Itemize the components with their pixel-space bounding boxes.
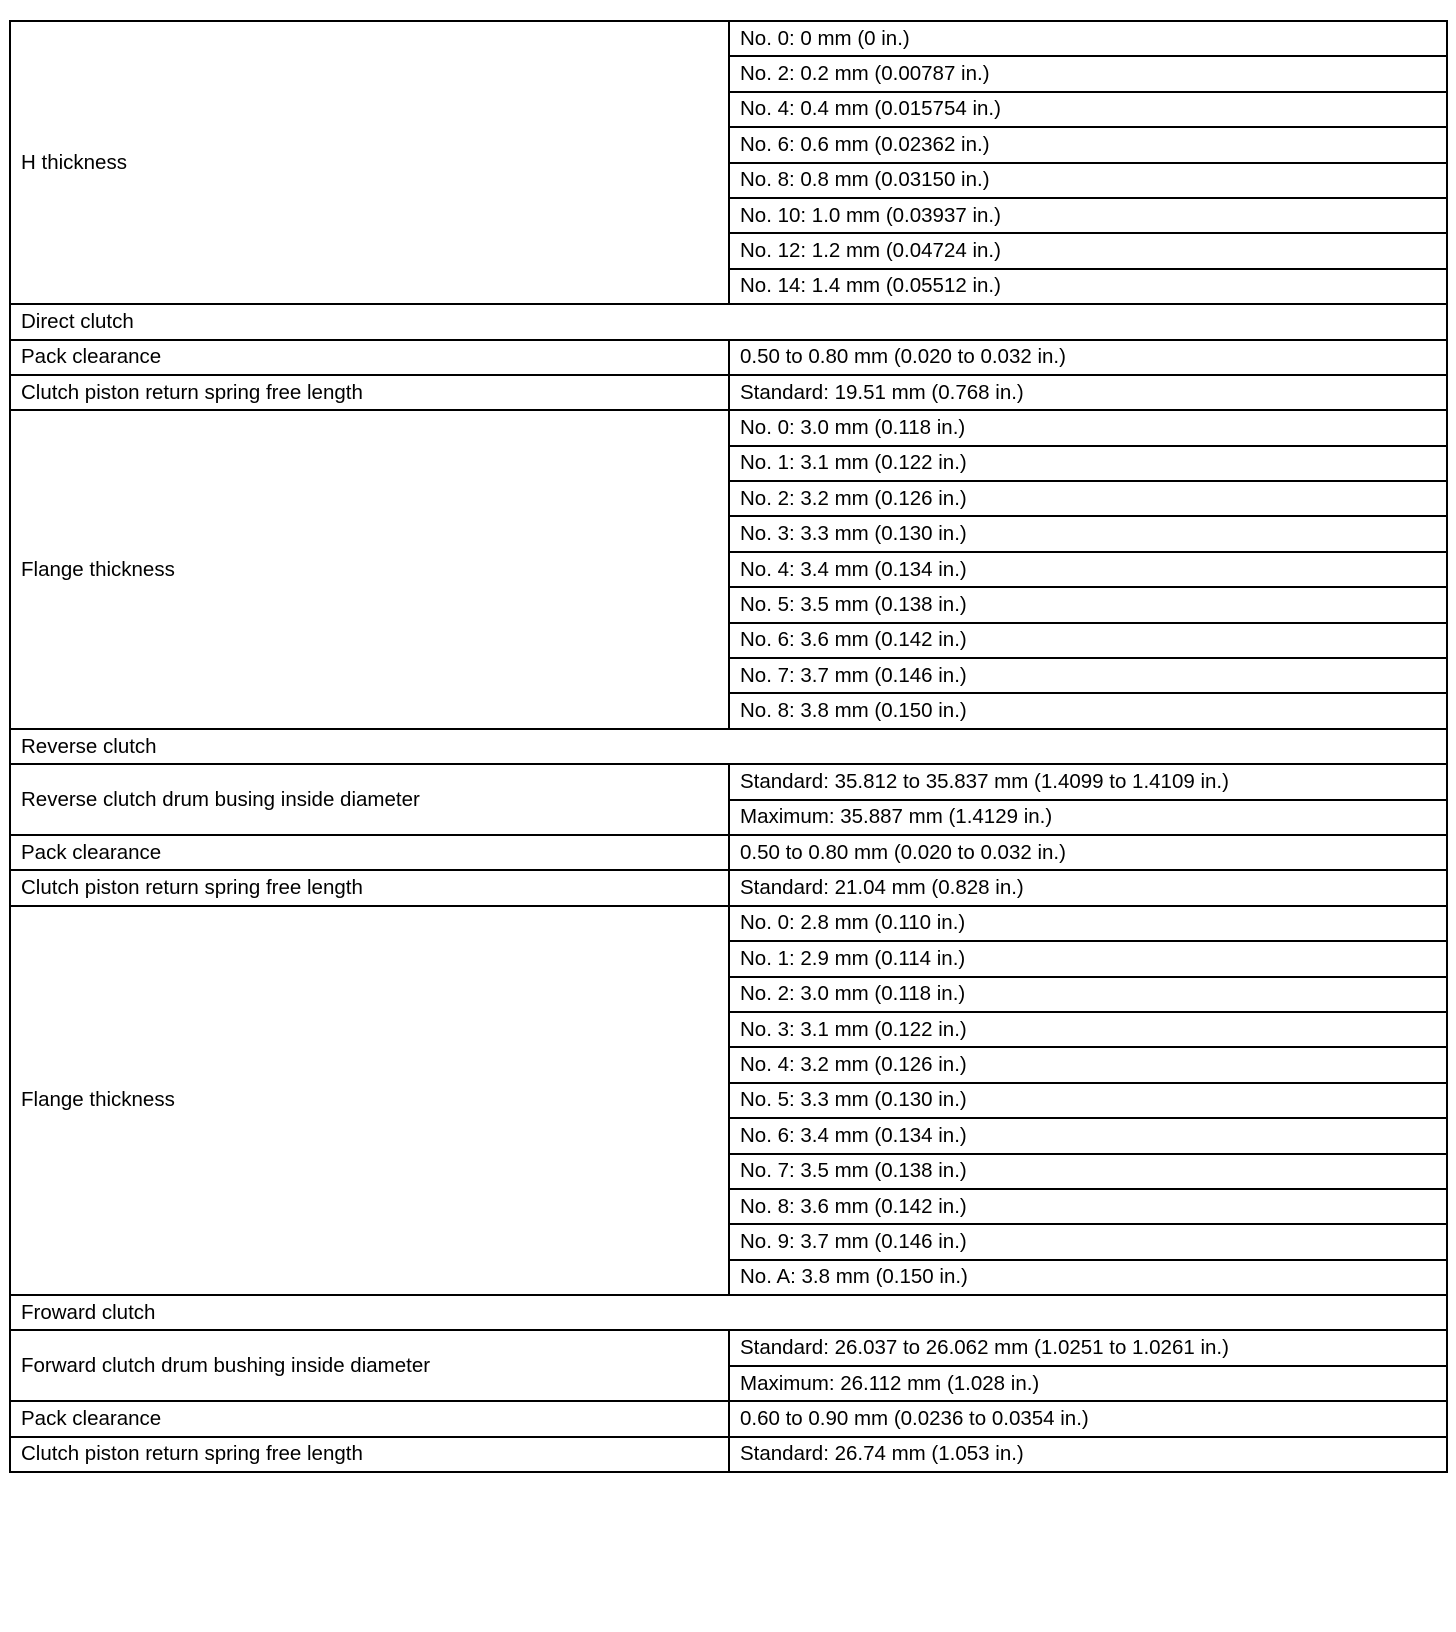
spec-value-cell: Maximum: 35.887 mm (1.4129 in.): [729, 800, 1447, 835]
spec-value-cell: No. 1: 3.1 mm (0.122 in.): [729, 446, 1447, 481]
spec-value-cell: 0.60 to 0.90 mm (0.0236 to 0.0354 in.): [729, 1401, 1447, 1436]
spec-value-cell: No. 4: 3.4 mm (0.134 in.): [729, 552, 1447, 587]
spec-value-cell: No. 9: 3.7 mm (0.146 in.): [729, 1224, 1447, 1259]
spec-value-cell: 0.50 to 0.80 mm (0.020 to 0.032 in.): [729, 835, 1447, 870]
spec-value-cell: Standard: 35.812 to 35.837 mm (1.4099 to 1.4109 in.): [729, 764, 1447, 799]
section-heading: Reverse clutch: [10, 729, 1447, 764]
spec-value-cell: Standard: 26.74 mm (1.053 in.): [729, 1437, 1447, 1472]
spec-value-cell: No. 7: 3.7 mm (0.146 in.): [729, 658, 1447, 693]
section-row: [10, 729, 1447, 764]
spec-label-cell: H thickness: [10, 21, 729, 304]
spec-label-cell: Reverse clutch drum busing inside diameter: [10, 764, 729, 835]
spec-value-cell: No. 7: 3.5 mm (0.138 in.): [729, 1154, 1447, 1189]
spec-label-cell: Clutch piston return spring free length: [10, 375, 729, 410]
section-row: [10, 1295, 1447, 1330]
table-row: [10, 1437, 1447, 1472]
spec-value-cell: No. 0: 0 mm (0 in.): [729, 21, 1447, 56]
spec-label-cell: Flange thickness: [10, 410, 729, 729]
spec-table: [9, 20, 1448, 1473]
spec-value-cell: No. 0: 3.0 mm (0.118 in.): [729, 410, 1447, 445]
spec-value-cell: No. 0: 2.8 mm (0.110 in.): [729, 906, 1447, 941]
spec-value-cell: Maximum: 26.112 mm (1.028 in.): [729, 1366, 1447, 1401]
section-row: [10, 304, 1447, 339]
spec-label-cell: Clutch piston return spring free length: [10, 1437, 729, 1472]
spec-value-cell: No. 6: 3.6 mm (0.142 in.): [729, 623, 1447, 658]
spec-value-cell: No. 4: 3.2 mm (0.126 in.): [729, 1047, 1447, 1082]
spec-table-body: [10, 21, 1447, 1472]
table-row: [10, 410, 1447, 445]
spec-value-cell: No. 3: 3.3 mm (0.130 in.): [729, 516, 1447, 551]
spec-value-cell: No. 6: 3.4 mm (0.134 in.): [729, 1118, 1447, 1153]
spec-value-cell: No. 10: 1.0 mm (0.03937 in.): [729, 198, 1447, 233]
table-row: [10, 835, 1447, 870]
spec-value-cell: No. 8: 0.8 mm (0.03150 in.): [729, 163, 1447, 198]
spec-value-cell: No. A: 3.8 mm (0.150 in.): [729, 1260, 1447, 1295]
spec-value-cell: No. 8: 3.8 mm (0.150 in.): [729, 693, 1447, 728]
spec-label-cell: Forward clutch drum bushing inside diameter: [10, 1330, 729, 1401]
section-heading: Froward clutch: [10, 1295, 1447, 1330]
table-row: [10, 340, 1447, 375]
spec-value-cell: No. 1: 2.9 mm (0.114 in.): [729, 941, 1447, 976]
table-row: [10, 764, 1447, 799]
spec-label-cell: Pack clearance: [10, 1401, 729, 1436]
table-row: [10, 870, 1447, 905]
spec-value-cell: No. 3: 3.1 mm (0.122 in.): [729, 1012, 1447, 1047]
table-row: [10, 1330, 1447, 1365]
spec-value-cell: No. 2: 3.2 mm (0.126 in.): [729, 481, 1447, 516]
spec-label-cell: Flange thickness: [10, 906, 729, 1295]
spec-value-cell: No. 4: 0.4 mm (0.015754 in.): [729, 92, 1447, 127]
spec-value-cell: No. 5: 3.5 mm (0.138 in.): [729, 587, 1447, 622]
spec-value-cell: No. 8: 3.6 mm (0.142 in.): [729, 1189, 1447, 1224]
spec-value-cell: No. 12: 1.2 mm (0.04724 in.): [729, 233, 1447, 268]
spec-value-cell: Standard: 26.037 to 26.062 mm (1.0251 to 1.0261 in.): [729, 1330, 1447, 1365]
spec-value-cell: Standard: 19.51 mm (0.768 in.): [729, 375, 1447, 410]
spec-value-cell: No. 5: 3.3 mm (0.130 in.): [729, 1083, 1447, 1118]
table-row: [10, 21, 1447, 56]
section-heading: Direct clutch: [10, 304, 1447, 339]
spec-value-cell: Standard: 21.04 mm (0.828 in.): [729, 870, 1447, 905]
spec-value-cell: No. 14: 1.4 mm (0.05512 in.): [729, 269, 1447, 304]
table-row: [10, 375, 1447, 410]
table-row: [10, 906, 1447, 941]
spec-value-cell: 0.50 to 0.80 mm (0.020 to 0.032 in.): [729, 340, 1447, 375]
spec-value-cell: No. 2: 0.2 mm (0.00787 in.): [729, 56, 1447, 91]
spec-value-cell: No. 2: 3.0 mm (0.118 in.): [729, 977, 1447, 1012]
spec-label-cell: Clutch piston return spring free length: [10, 870, 729, 905]
spec-label-cell: Pack clearance: [10, 835, 729, 870]
spec-label-cell: Pack clearance: [10, 340, 729, 375]
spec-value-cell: No. 6: 0.6 mm (0.02362 in.): [729, 127, 1447, 162]
table-row: [10, 1401, 1447, 1436]
